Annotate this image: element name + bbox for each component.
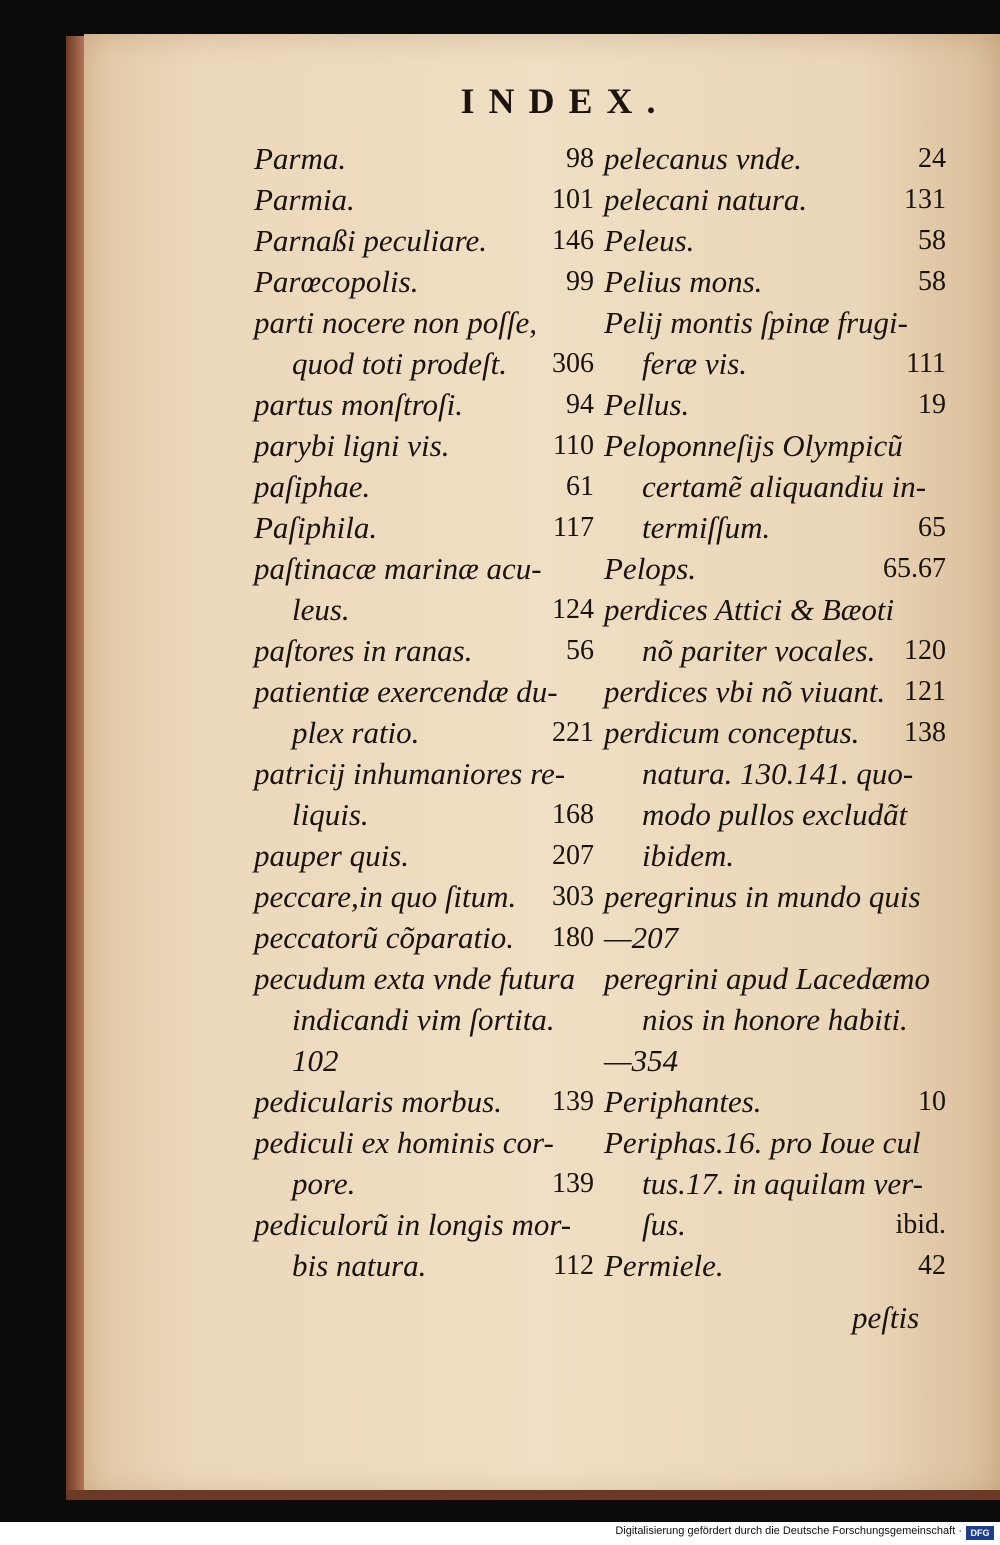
index-entry [604, 835, 946, 876]
index-entry [604, 261, 946, 302]
entry-text: perdices vbi nõ viuant. [604, 674, 886, 709]
entry-text: pecudum exta vnde futura [254, 961, 576, 996]
index-entry [254, 630, 594, 671]
entry-page-number: 94 [566, 389, 594, 420]
index-entry [254, 876, 594, 917]
entry-text: ibidem. [642, 838, 735, 873]
entry-text: plex ratio. [292, 715, 420, 750]
index-entry [604, 1081, 946, 1122]
index-entry [254, 999, 594, 1040]
index-column-left [254, 138, 594, 1286]
footer-credit: Digitalisierung gefördert durch die Deutsche Forschungsgemeinschaft · [615, 1525, 962, 1537]
entry-page-number: 65.67 [883, 553, 946, 584]
entry-text: quod toti prodeſt. [292, 346, 507, 381]
index-entry [254, 261, 594, 302]
entry-text: feræ vis. [642, 346, 748, 381]
index-entry [604, 753, 946, 794]
index-entry [254, 425, 594, 466]
index-entry [254, 917, 594, 958]
entry-text: pauper quis. [254, 838, 409, 873]
entry-page-number: 61 [566, 471, 594, 502]
entry-text: 102 [292, 1043, 339, 1078]
index-entry [604, 712, 946, 753]
index-entry [604, 1122, 946, 1163]
entry-page-number: 303 [552, 881, 594, 912]
footer-bar [0, 1522, 1000, 1545]
entry-page-number: 139 [552, 1086, 594, 1117]
entry-page-number: 111 [906, 348, 946, 379]
entry-text: patientiæ exercendæ du- [254, 674, 558, 709]
index-entry [254, 794, 594, 835]
entry-page-number: 42 [918, 1250, 946, 1281]
entry-text: paſtinacæ marinæ acu- [254, 551, 542, 586]
entry-text: peregrinus in mundo quis [604, 879, 921, 914]
index-entry [604, 343, 946, 384]
entry-page-number: 131 [904, 184, 946, 215]
index-entry [604, 958, 946, 999]
entry-page-number: 121 [904, 676, 946, 707]
index-entry [604, 1245, 946, 1286]
entry-text: parti nocere non poſſe, [254, 305, 537, 340]
index-entry [254, 1245, 594, 1286]
entry-text: peregrini apud Lacedæmo [604, 961, 931, 996]
index-entry [254, 343, 594, 384]
index-entry [604, 1040, 946, 1081]
entry-text: natura. 130.141. quo- [642, 756, 914, 791]
entry-text: peccare,in quo ſitum. [254, 879, 517, 914]
entry-page-number: 306 [552, 348, 594, 379]
index-entry [604, 589, 946, 630]
entry-text: Parmia. [254, 182, 355, 217]
index-entry [604, 507, 946, 548]
entry-text: perdicum conceptus. [604, 715, 860, 750]
index-entry [254, 1204, 594, 1245]
entry-text: Pelij montis ſpinæ frugi- [604, 305, 908, 340]
entry-text: Parnaßi peculiare. [254, 223, 488, 258]
index-entry [254, 220, 594, 261]
entry-page-number: 120 [904, 635, 946, 666]
entry-page-number: ibid. [895, 1209, 946, 1240]
index-entry [604, 179, 946, 220]
entry-page-number: 112 [553, 1250, 594, 1281]
index-entry [254, 1163, 594, 1204]
catchword: peſtis [852, 1300, 920, 1335]
entry-text: pedicularis morbus. [254, 1084, 502, 1119]
index-entry [254, 589, 594, 630]
entry-text: Pellus. [604, 387, 690, 422]
entry-text: Paſiphila. [254, 510, 378, 545]
entry-text: perdices Attici & Bæoti [604, 592, 895, 627]
entry-text: Parœcopolis. [254, 264, 419, 299]
entry-page-number: 110 [553, 430, 594, 461]
index-entry [604, 302, 946, 343]
entry-text: ſus. [642, 1207, 686, 1242]
entry-page-number: 101 [552, 184, 594, 215]
entry-page-number: 58 [918, 225, 946, 256]
entry-page-number: 58 [918, 266, 946, 297]
entry-page-number: 99 [566, 266, 594, 297]
dfg-logo: DFG [966, 1526, 994, 1540]
index-entry [254, 179, 594, 220]
book-bottom-edge [66, 1490, 1000, 1500]
entry-text: paſtores in ranas. [254, 633, 473, 668]
entry-text: Pelops. [604, 551, 697, 586]
entry-text: —207 [604, 920, 679, 955]
index-entry [254, 548, 594, 589]
entry-text: termiſſum. [642, 510, 771, 545]
entry-text: indicandi vim ſortita. [292, 1002, 555, 1037]
entry-page-number: 98 [566, 143, 594, 174]
index-entry [254, 1081, 594, 1122]
index-entry [604, 425, 946, 466]
entry-page-number: 207 [552, 840, 594, 871]
entry-text: pore. [292, 1166, 356, 1201]
index-entry [604, 1163, 946, 1204]
index-entry [254, 753, 594, 794]
entry-text: pediculorũ in longis mor- [254, 1207, 572, 1242]
entry-text: nõ pariter vocales. [642, 633, 876, 668]
entry-text: modo pullos excludãt [642, 797, 908, 832]
entry-text: Periphantes. [604, 1084, 762, 1119]
entry-text: Parma. [254, 141, 347, 176]
entry-page-number: 180 [552, 922, 594, 953]
index-entry [604, 671, 946, 712]
entry-page-number: 221 [552, 717, 594, 748]
index-entry [254, 671, 594, 712]
index-entry [254, 1122, 594, 1163]
index-entry [604, 548, 946, 589]
index-entry [254, 712, 594, 753]
entry-page-number: 65 [918, 512, 946, 543]
entry-text: Pelius mons. [604, 264, 763, 299]
entry-page-number: 124 [552, 594, 594, 625]
index-entry [604, 630, 946, 671]
entry-text: patricij inhumaniores re- [254, 756, 566, 791]
index-entry [604, 876, 946, 917]
index-entry [254, 1040, 594, 1081]
entry-text: Peloponneſijs Olympicũ [604, 428, 903, 463]
entry-text: —354 [604, 1043, 679, 1078]
entry-text: pelecanus vnde. [604, 141, 802, 176]
entry-text: nios in honore habiti. [642, 1002, 908, 1037]
entry-text: pelecani natura. [604, 182, 808, 217]
entry-text: Peleus. [604, 223, 695, 258]
index-entry [254, 302, 594, 343]
entry-page-number: 56 [566, 635, 594, 666]
index-entry [604, 794, 946, 835]
entry-page-number: 146 [552, 225, 594, 256]
index-entry [604, 466, 946, 507]
index-entry [604, 917, 946, 958]
entry-text: bis natura. [292, 1248, 427, 1283]
entry-page-number: 19 [918, 389, 946, 420]
entry-text: certamẽ aliquandiu in- [642, 469, 927, 504]
entry-page-number: 138 [904, 717, 946, 748]
index-entry [604, 1204, 946, 1245]
entry-page-number: 24 [918, 143, 946, 174]
index-entry [254, 507, 594, 548]
index-entry [604, 138, 946, 179]
entry-text: liquis. [292, 797, 369, 832]
index-column-right [604, 138, 946, 1286]
entry-page-number: 117 [553, 512, 594, 543]
entry-text: paſiphae. [254, 469, 371, 504]
index-entry [254, 958, 594, 999]
index-entry [254, 384, 594, 425]
entry-text: Permiele. [604, 1248, 724, 1283]
index-entry [604, 999, 946, 1040]
entry-text: tus.17. in aquilam ver- [642, 1166, 923, 1201]
index-entry [254, 138, 594, 179]
entry-page-number: 139 [552, 1168, 594, 1199]
index-entry [254, 835, 594, 876]
entry-page-number: 10 [918, 1086, 946, 1117]
entry-text: partus monſtroſi. [254, 387, 463, 422]
index-entry [254, 466, 594, 507]
running-head: INDEX. [460, 81, 670, 121]
entry-text: Periphas.16. pro Ioue cul [604, 1125, 921, 1160]
entry-text: parybi ligni vis. [254, 428, 450, 463]
index-entry [604, 384, 946, 425]
entry-text: peccatorũ cõparatio. [254, 920, 515, 955]
index-entry [604, 220, 946, 261]
entry-page-number: 168 [552, 799, 594, 830]
entry-text: pediculi ex hominis cor- [254, 1125, 554, 1160]
entry-text: leus. [292, 592, 350, 627]
